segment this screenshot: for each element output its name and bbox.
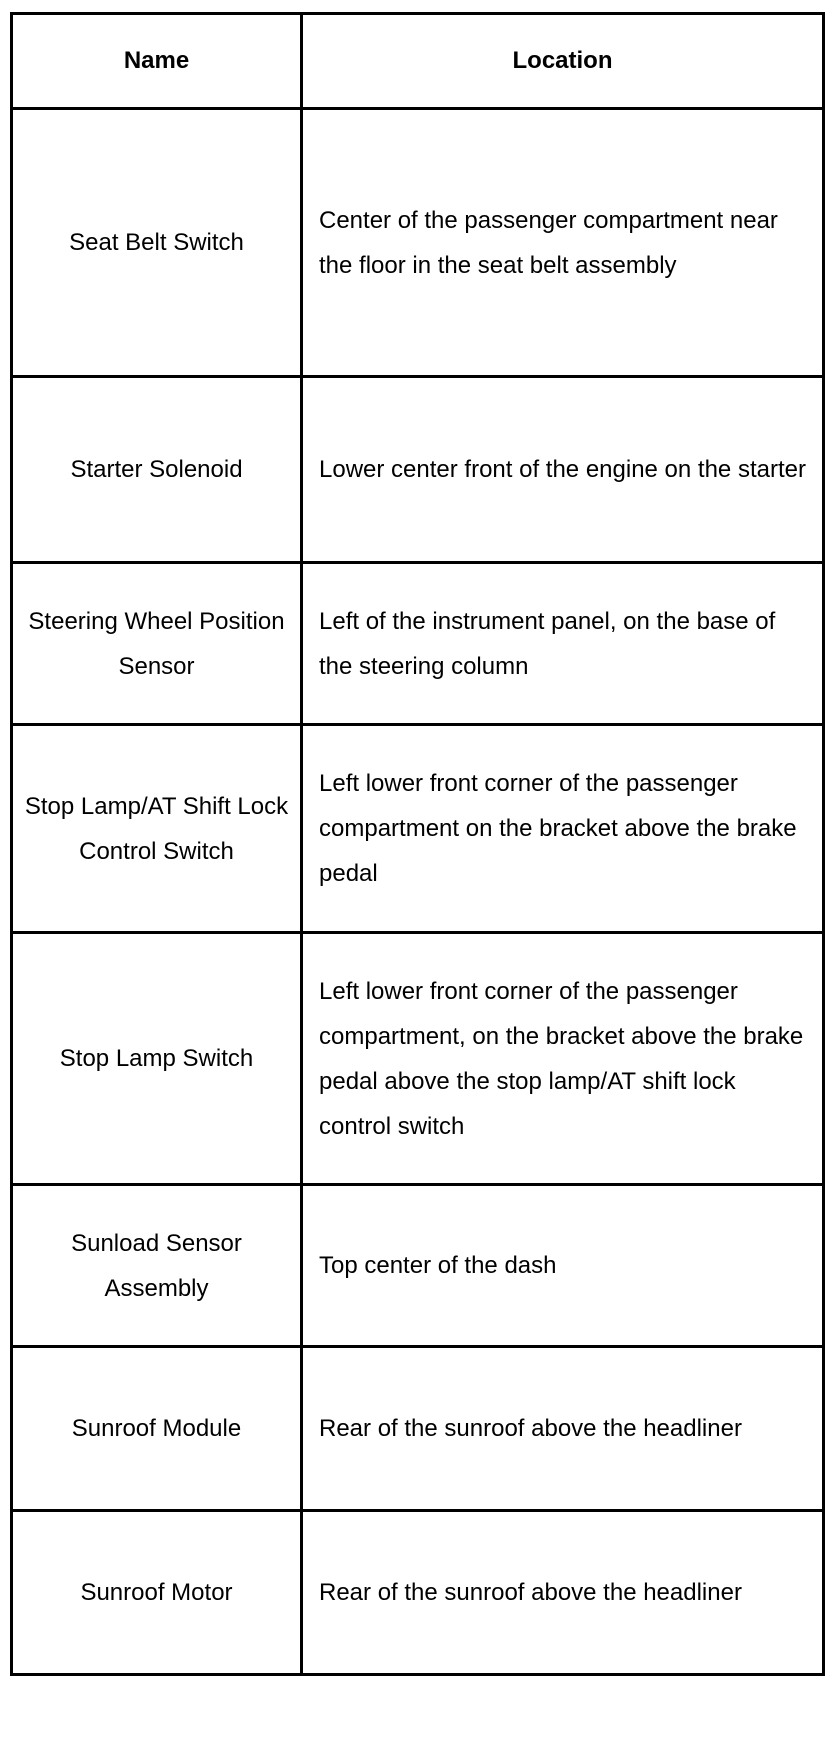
table-row [12, 933, 824, 1185]
table-row [12, 1185, 824, 1347]
name-cell: Stop Lamp/AT Shift Lock Control Switch [12, 725, 302, 933]
header-location: Location [302, 14, 824, 109]
table-row [12, 1511, 824, 1675]
name-cell: Stop Lamp Switch [12, 933, 302, 1185]
name-cell: Steering Wheel Position Sensor [12, 563, 302, 725]
location-cell: Center of the passenger compartment near the floor in the seat belt assembly [302, 109, 824, 377]
table-header-row [12, 14, 824, 109]
location-cell: Rear of the sunroof above the headliner [302, 1511, 824, 1675]
location-cell: Left lower front corner of the passenger compartment, on the bracket above the brake pedal above the stop lamp/AT shift lock control switch [302, 933, 824, 1185]
name-cell: Starter Solenoid [12, 377, 302, 563]
name-cell: Seat Belt Switch [12, 109, 302, 377]
table-row [12, 1347, 824, 1511]
header-name: Name [12, 14, 302, 109]
location-cell: Left of the instrument panel, on the base of the steering column [302, 563, 824, 725]
name-cell: Sunroof Module [12, 1347, 302, 1511]
location-cell: Lower center front of the engine on the starter [302, 377, 824, 563]
table-row [12, 109, 824, 377]
name-cell: Sunload Sensor Assembly [12, 1185, 302, 1347]
component-location-table [10, 12, 825, 1676]
table-row [12, 377, 824, 563]
table-row [12, 725, 824, 933]
location-cell: Left lower front corner of the passenger compartment on the bracket above the brake pedal [302, 725, 824, 933]
name-cell: Sunroof Motor [12, 1511, 302, 1675]
table-row [12, 563, 824, 725]
location-cell: Top center of the dash [302, 1185, 824, 1347]
location-cell: Rear of the sunroof above the headliner [302, 1347, 824, 1511]
